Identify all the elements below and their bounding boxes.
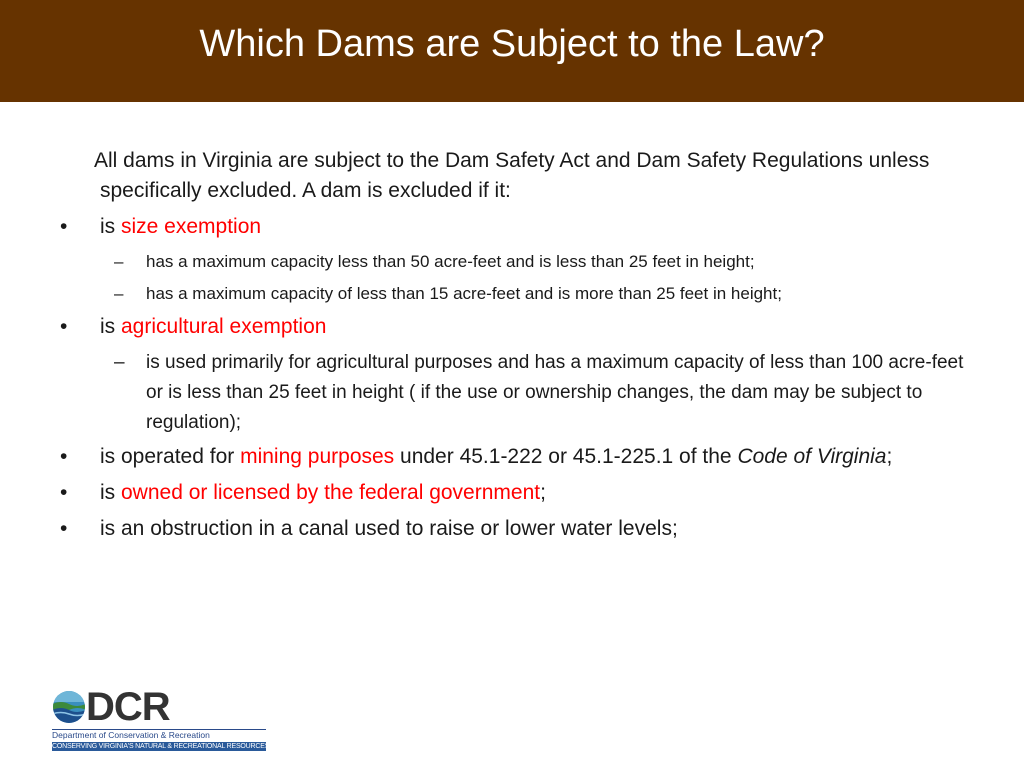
- bullet-icon: •: [60, 315, 68, 338]
- bullet-item-size-exemption: [58, 212, 968, 242]
- item-prefix: is: [100, 481, 121, 504]
- bullet-icon: •: [60, 445, 68, 468]
- bullet-item-agricultural-exemption: [58, 312, 968, 342]
- title-bar: [0, 0, 1024, 102]
- item-suffix: under 45.1-222 or 45.1-225.1 of the: [394, 445, 738, 468]
- item-suffix: ;: [540, 481, 546, 504]
- bullet-icon: •: [60, 481, 68, 504]
- intro-paragraph: All dams in Virginia are subject to the Dam Safety Act and Dam Safety Regulations unless specifically excluded. A dam is excluded if it:: [94, 149, 930, 202]
- dcr-logo-department: Department of Conservation & Recreation: [52, 729, 266, 740]
- item-highlight: owned or licensed by the federal government: [121, 481, 541, 504]
- dash-icon: –: [114, 352, 125, 373]
- dcr-logo: [52, 685, 272, 756]
- item-end: ;: [886, 445, 893, 468]
- slide-title: Which Dams are Subject to the Law?: [199, 23, 825, 65]
- dash-icon: –: [114, 284, 124, 303]
- item-text: is an obstruction in a canal used to raise or lower water levels;: [100, 517, 678, 540]
- slide-body: [58, 146, 968, 550]
- subitem-text: has a maximum capacity less than 50 acre-feet and is less than 25 feet in height;: [146, 252, 755, 271]
- subitem-text: has a maximum capacity of less than 15 acre-feet and is more than 25 feet in height;: [146, 284, 782, 303]
- bullet-item-canal: [58, 514, 968, 544]
- item-prefix: is: [100, 315, 121, 338]
- dash-icon: –: [114, 252, 124, 271]
- bullet-item-mining: [58, 442, 968, 472]
- bullet-item-federal: [58, 478, 968, 508]
- item-italic: Code of Virginia: [737, 445, 887, 468]
- item-prefix: is operated for: [100, 445, 241, 468]
- subitem: [58, 280, 968, 308]
- item-prefix: is: [100, 215, 121, 238]
- subitem: [58, 248, 968, 276]
- dcr-logo-acronym: DCR: [86, 685, 170, 729]
- bullet-icon: •: [60, 517, 68, 540]
- subitem-text: is used primarily for agricultural purposes and has a maximum capacity of less than 100 acre-feet or is less than 25 feet in height ( if the use or ownership changes, the dam may be subject to regulation);: [146, 352, 964, 433]
- item-highlight: size exemption: [121, 215, 262, 238]
- dcr-logo-tagline: CONSERVING VIRGINIA'S NATURAL & RECREATIONAL RESOURCES: [52, 743, 270, 750]
- item-highlight: mining purposes: [240, 445, 395, 468]
- item-highlight: agricultural exemption: [121, 315, 327, 338]
- subitem: [58, 348, 968, 438]
- bullet-icon: •: [60, 215, 68, 238]
- dcr-logo-globe-icon: [52, 690, 86, 724]
